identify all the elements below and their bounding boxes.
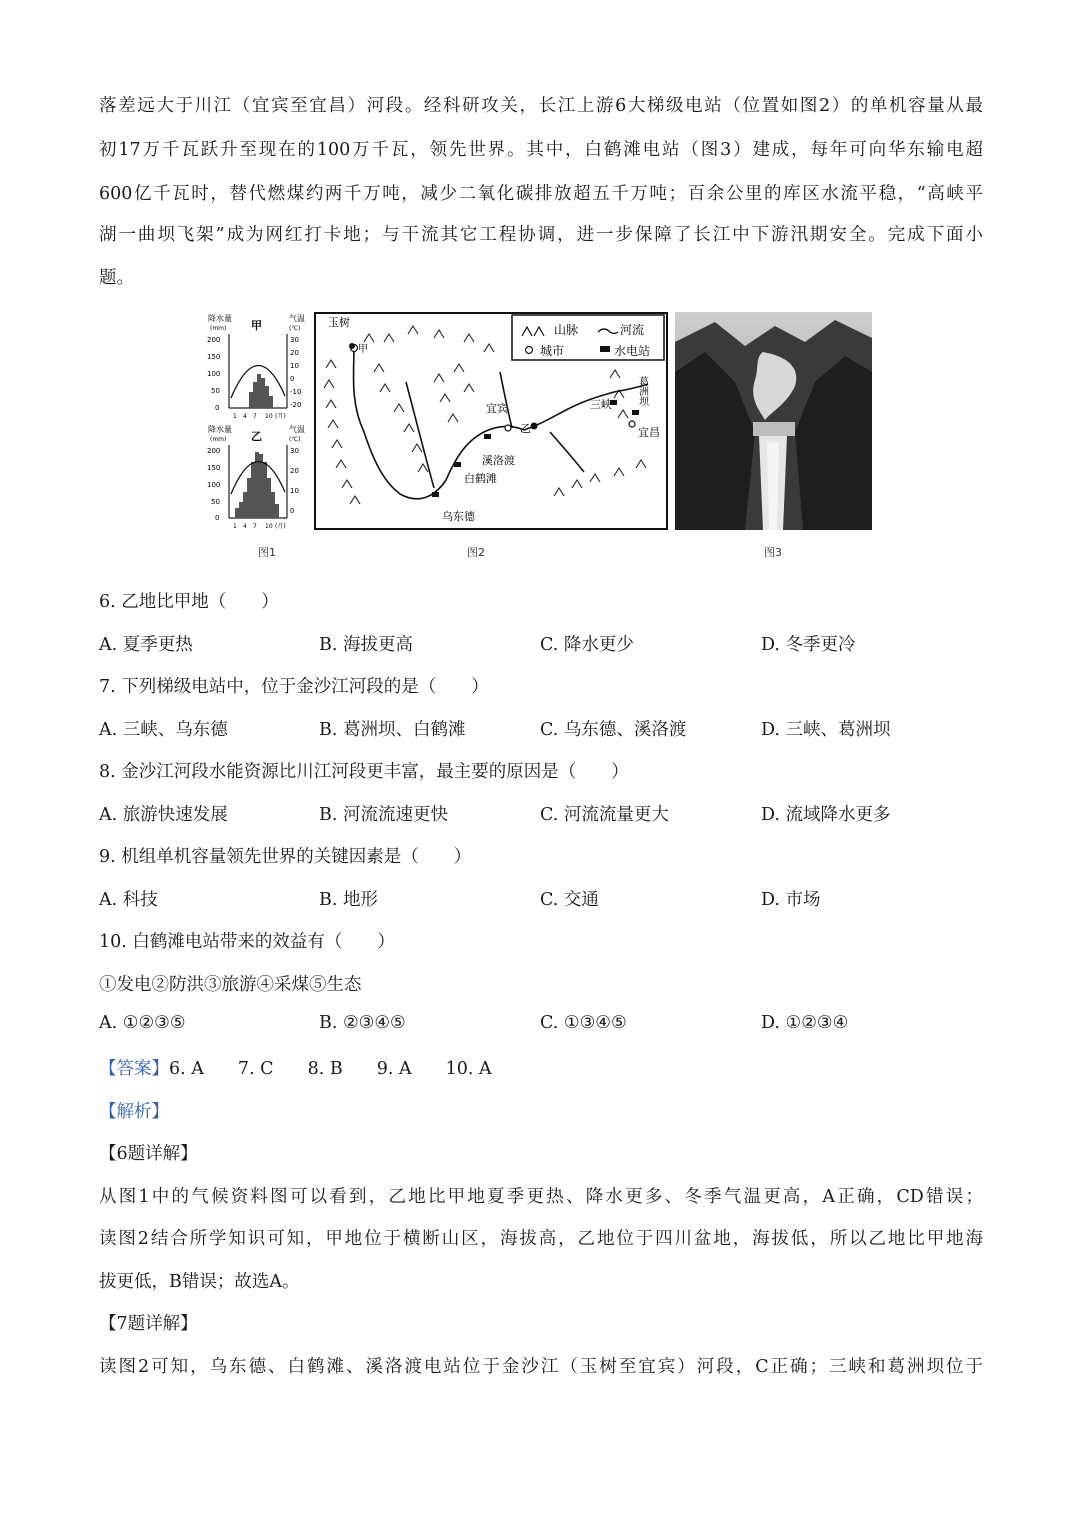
question-8-option-a: A. 旅游快速发展 [99, 805, 228, 825]
label-jia: 甲 [358, 344, 368, 355]
question-8-option-d: D. 流域降水更多 [761, 805, 891, 825]
question-6-stem: 6. 乙地比甲地（ ） [99, 592, 279, 612]
question-10-option-c: C. ①③④⑤ [540, 1013, 627, 1033]
detail-7-line-1: 读图2可知，乌东德、白鹤滩、溪洛渡电站位于金沙江（玉树至宜宾）河段，C正确；三峡和葛洲坝位于 [99, 1357, 983, 1377]
question-10-choices: ①发电②防洪③旅游④采煤⑤生态 [99, 975, 362, 995]
question-7-stem: 7. 下列梯级电站中，位于金沙江河段的是（ ） [99, 677, 489, 697]
gezhouba-station [632, 410, 639, 415]
yi-point [531, 423, 538, 430]
jia-right-tick: 20 [290, 349, 299, 357]
jia-left-tick: 100 [207, 370, 221, 378]
yi-left-tick: 50 [211, 498, 220, 506]
jia-x-tick: 1 [233, 413, 237, 420]
question-9-option-d: D. 市场 [761, 890, 821, 910]
yi-x-tick: 7 [253, 523, 257, 530]
question-10-option-d: D. ①②③④ [761, 1013, 849, 1033]
xiluodu-station [484, 434, 491, 439]
question-8-option-c: C. 河流流量更大 [540, 805, 669, 825]
detail-6-heading: 【6题详解】 [99, 1144, 198, 1164]
intro-line-1: 落差远大于川江（宜宾至宜昌）河段。经科研攻关，长江上游6大梯级电站（位置如图2）的单机容量从最 [99, 96, 983, 116]
detail-6-line-1: 从图1中的气候资料图可以看到，乙地比甲地夏季更热、降水更多、冬季气温更高，A正确，CD错误； [99, 1187, 983, 1207]
jia-left-tick: 50 [211, 387, 220, 395]
map-legend [512, 315, 664, 360]
answer-row [99, 1055, 526, 1080]
jia-left-unit: (mm) [210, 325, 227, 332]
yi-x-tick: 1 [233, 523, 237, 530]
label-xiluodu: 溪洛渡 [482, 454, 515, 467]
jia-left-tick: 150 [207, 353, 221, 361]
jia-chart-name: 甲 [251, 319, 262, 332]
label-baihetan: 白鹤滩 [464, 472, 497, 485]
answer-item: 7. C [237, 1059, 274, 1079]
yi-right-tick: 20 [290, 467, 299, 475]
jia-left-axis-label: 降水量 [208, 314, 232, 323]
jia-right-unit: (℃) [289, 325, 301, 332]
label-yichang: 宜昌 [638, 426, 660, 439]
intro-line-5: 题。 [99, 268, 134, 288]
climate-chart-jia [207, 313, 305, 420]
jia-right-tick: 10 [290, 362, 299, 370]
question-10-option-b: B. ②③④⑤ [319, 1013, 406, 1033]
yi-right-tick: 30 [290, 447, 299, 455]
detail-6-line-2: 读图2结合所学知识可知，甲地位于横断山区，海拔高，乙地位于四川盆地，海拔低，所以乙地比甲地海 [99, 1229, 983, 1249]
question-9-option-b: B. 地形 [319, 890, 378, 910]
question-9-option-c: C. 交通 [540, 890, 599, 910]
detail-6-line-3: 拔更低，B错误；故选A。 [99, 1272, 300, 1292]
yibin-city [505, 425, 511, 431]
yi-left-tick: 150 [207, 464, 221, 472]
yi-right-axis-label: 气温 [289, 425, 305, 434]
label-sanxia: 三峡 [590, 398, 612, 411]
yi-right-unit: (℃) [289, 436, 301, 443]
yi-x-tick: 4 [243, 523, 247, 530]
question-8-option-b: B. 河流流速更快 [319, 805, 448, 825]
answer-item: 8. B [307, 1059, 343, 1079]
jia-left-tick: 0 [215, 404, 220, 412]
jia-point [349, 343, 355, 349]
jia-right-tick: -10 [290, 388, 302, 396]
dam-wall [753, 422, 795, 436]
label-yibin: 宜宾 [486, 402, 508, 415]
question-9-stem: 9. 机组单机容量领先世界的关键因素是（ ） [99, 847, 472, 867]
jia-x-tick: 7 [253, 413, 257, 420]
figure-3-dam-photo [675, 312, 872, 530]
jia-x-tick: (月) [275, 413, 286, 420]
question-10-option-a: A. ①②③⑤ [99, 1013, 186, 1033]
analysis-label: 【解析】 [99, 1102, 169, 1122]
question-6-option-c: C. 降水更少 [540, 635, 634, 655]
figure-2-river-map [314, 312, 668, 530]
yi-x-tick: (月) [275, 523, 286, 530]
question-10-stem: 10. 白鹤滩电站带来的效益有（ ） [99, 932, 395, 952]
wudongde-station [432, 492, 439, 497]
jia-x-tick: 10 [265, 413, 273, 420]
question-6-option-b: B. 海拔更高 [319, 635, 413, 655]
question-6-option-a: A. 夏季更热 [99, 635, 193, 655]
intro-line-3: 600亿千瓦时，替代燃煤约两千万吨，减少二氧化碳排放超五千万吨；百余公里的库区水流平稳，“高峡平 [99, 184, 983, 204]
city-symbol [526, 347, 533, 354]
figure-1-caption: 图1 [258, 546, 276, 559]
figure-1-climate-charts [205, 312, 311, 530]
intro-line-2: 初17万千瓦跃升至现在的100万千瓦，领先世界。其中，白鹤滩电站（图3）建成，每年可向华东输电超 [99, 140, 983, 160]
jia-right-tick: 30 [290, 336, 299, 344]
question-7-option-d: D. 三峡、葛洲坝 [761, 720, 891, 740]
answer-item: 10. A [445, 1059, 492, 1079]
question-6-option-d: D. 冬季更冷 [761, 635, 856, 655]
question-8-stem: 8. 金沙江河段水能资源比川江河段更丰富，最主要的原因是（ ） [99, 762, 629, 782]
station-symbol [600, 346, 610, 352]
label-wudongde: 乌东德 [442, 510, 475, 523]
yi-left-unit: (mm) [210, 436, 227, 443]
question-7-option-b: B. 葛洲坝、白鹤滩 [319, 720, 466, 740]
jia-left-tick: 200 [207, 336, 221, 344]
yi-right-tick: 10 [290, 487, 299, 495]
jia-right-tick: 0 [290, 375, 295, 383]
legend-station-label: 水电站 [614, 344, 651, 358]
jia-x-tick: 4 [243, 413, 247, 420]
yi-x-tick: 10 [265, 523, 273, 530]
label-yi: 乙 [520, 422, 531, 435]
detail-7-heading: 【7题详解】 [99, 1314, 198, 1334]
yi-left-axis-label: 降水量 [208, 425, 232, 434]
yi-left-tick: 200 [207, 447, 221, 455]
intro-line-4: 湖一曲坝飞架”成为网红打卡地；与干流其它工程协调，进一步保障了长江中下游汛期安全。完成下面小 [99, 225, 983, 245]
figure-2-caption: 图2 [467, 546, 485, 559]
question-7-option-a: A. 三峡、乌东德 [99, 720, 228, 740]
answer-item: 9. A [376, 1059, 412, 1079]
legend-city-label: 城市 [540, 344, 565, 358]
figure-3-caption: 图3 [764, 546, 782, 559]
yi-left-tick: 0 [215, 514, 220, 522]
question-9-option-a: A. 科技 [99, 890, 158, 910]
answer-label: 【答案】 [99, 1059, 169, 1079]
yichang-city [629, 421, 635, 427]
yi-right-tick: 0 [290, 507, 295, 515]
answer-item: 6. A [169, 1059, 204, 1079]
legend-mountain-label: 山脉 [554, 323, 579, 337]
yi-chart-name: 乙 [251, 430, 262, 443]
climate-chart-yi [207, 424, 305, 530]
jia-right-tick: -20 [290, 401, 302, 409]
yi-left-tick: 100 [207, 481, 221, 489]
legend-river-label: 河流 [620, 323, 645, 337]
jia-right-axis-label: 气温 [289, 314, 305, 323]
label-yushu: 玉树 [328, 316, 350, 329]
baihetan-station [454, 462, 461, 467]
label-gezhouba: 葛洲坝 [636, 376, 648, 406]
question-7-option-c: C. 乌东德、溪洛渡 [540, 720, 687, 740]
